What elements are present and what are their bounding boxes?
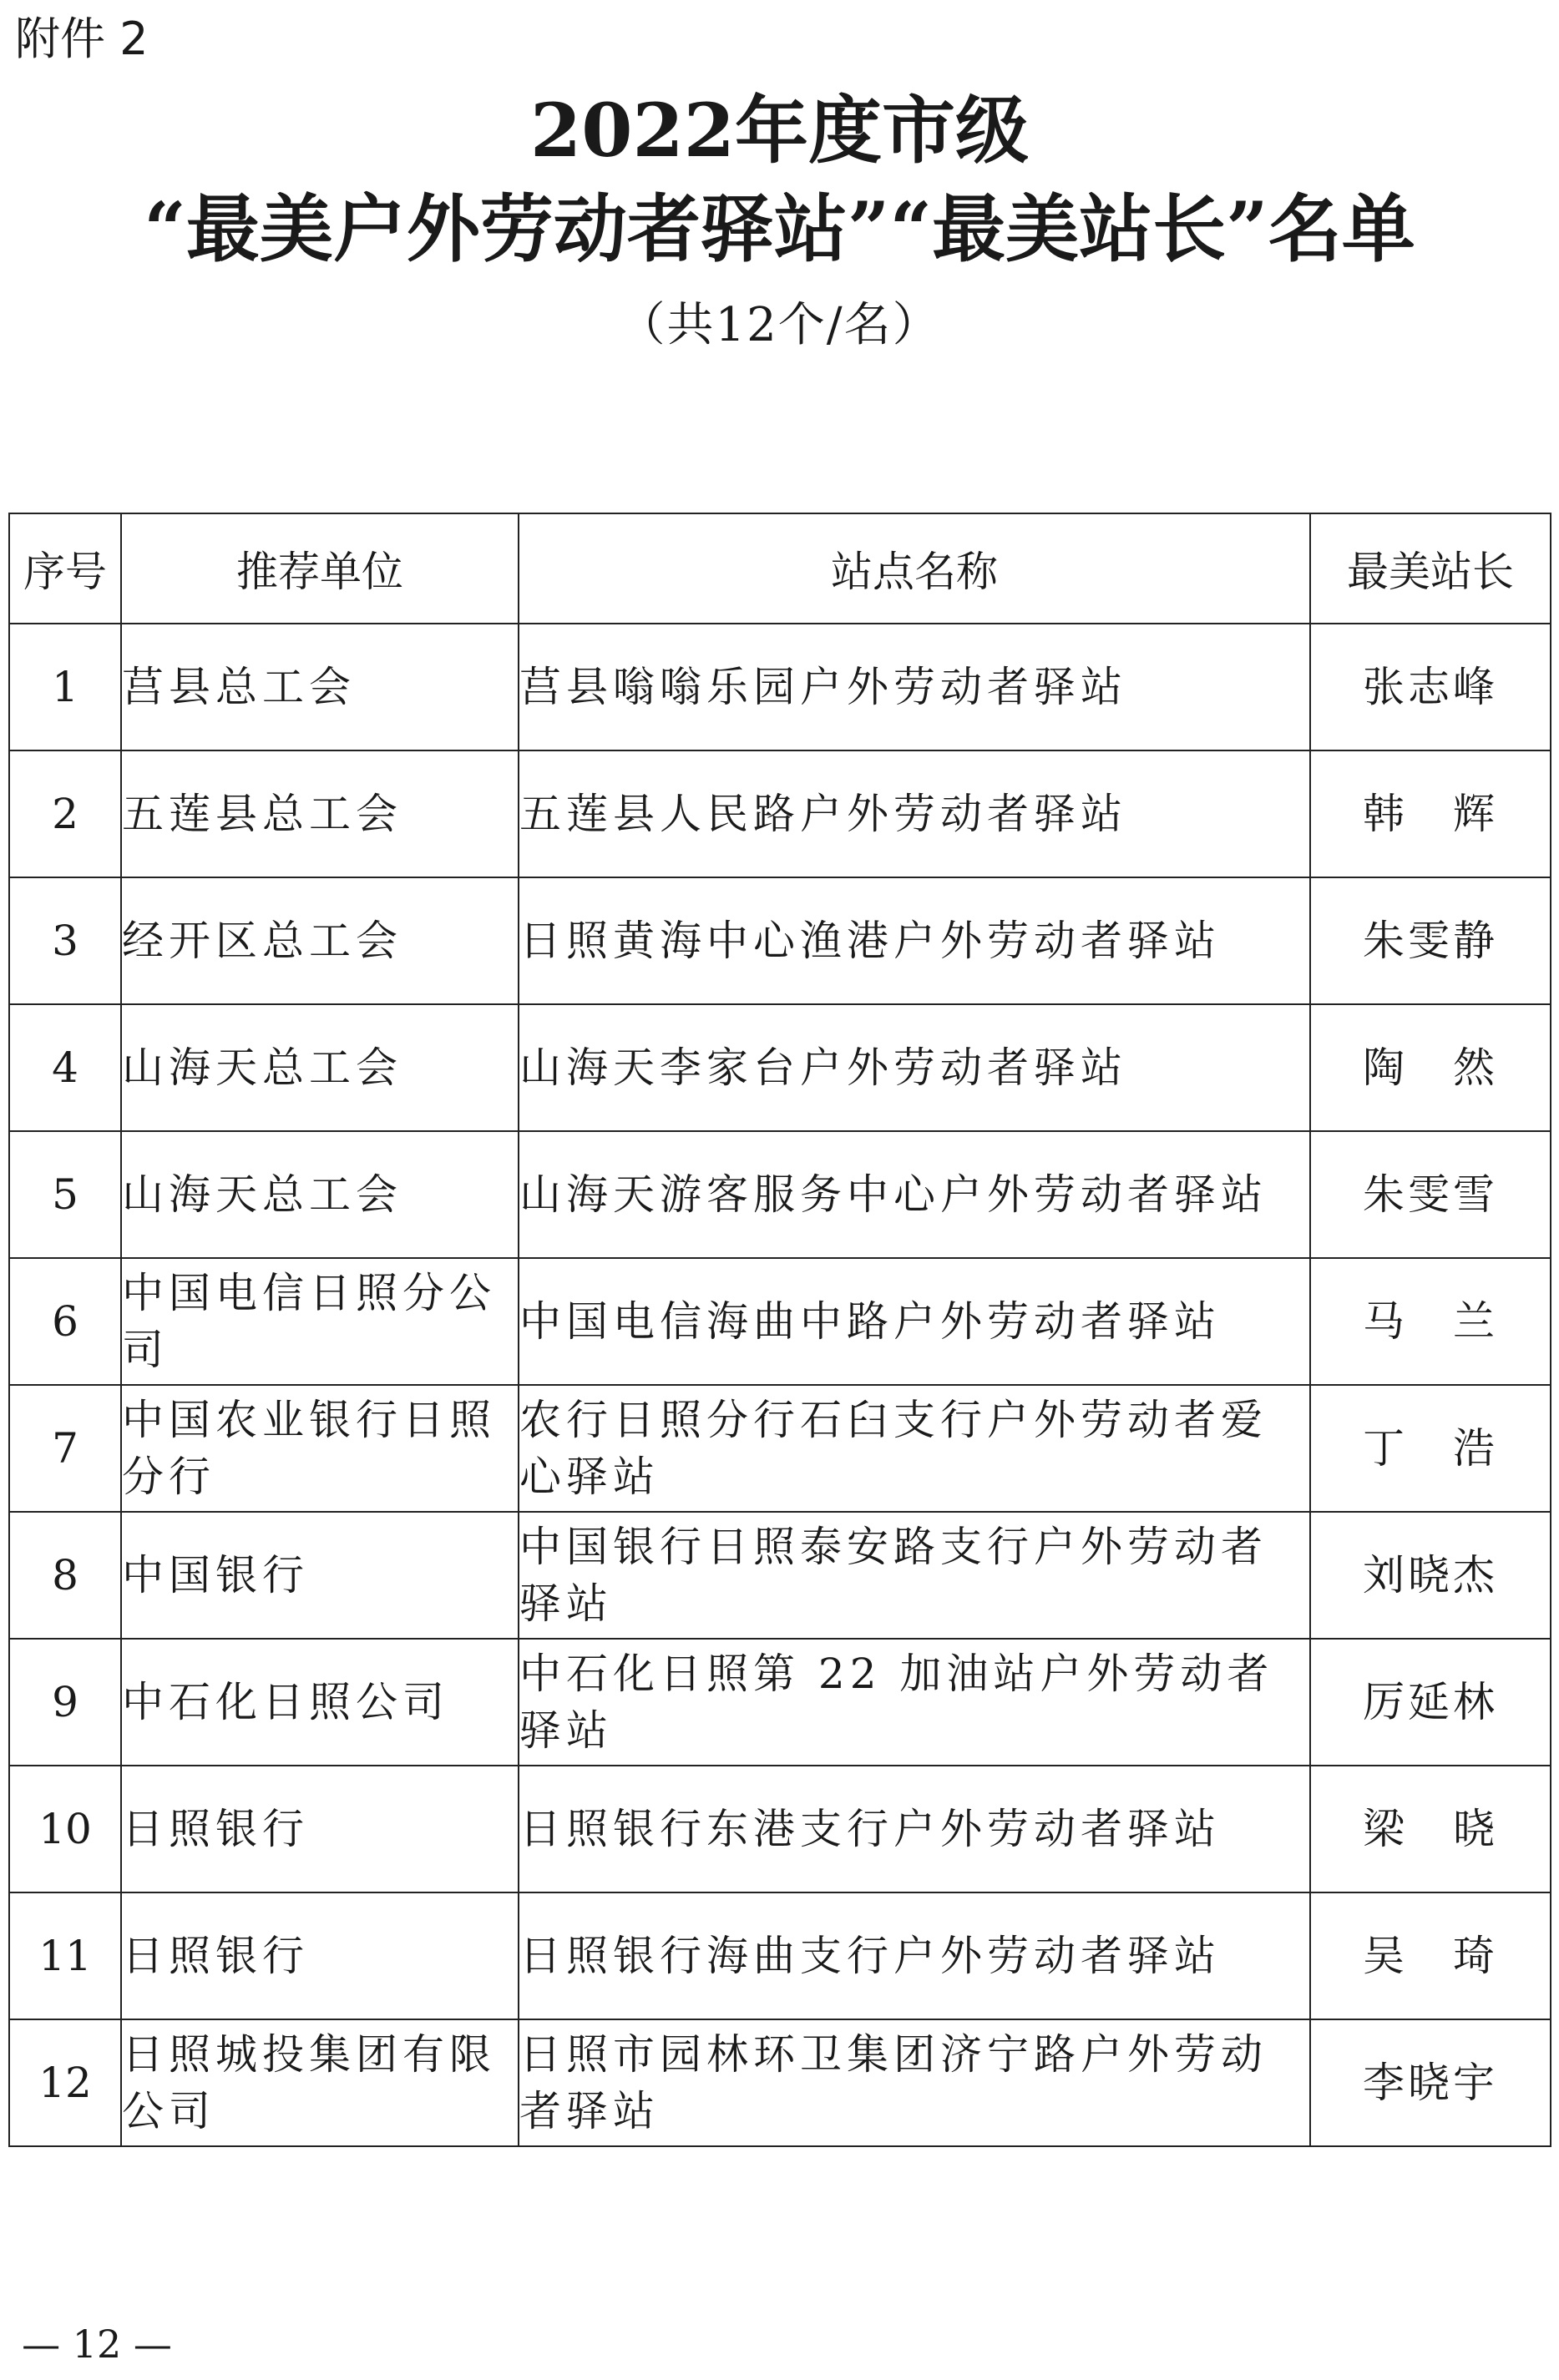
title-line-1: 2022年度市级 <box>530 87 1029 174</box>
cell-recommending-unit: 山海天总工会 <box>121 1131 519 1258</box>
header-serial-number: 序号 <box>9 513 121 624</box>
title-line-2: “最美户外劳动者驿站”“最美站长”名单 <box>144 185 1415 272</box>
header-station-head: 最美站长 <box>1310 513 1551 624</box>
cell-station-head: 梁 晓 <box>1310 1766 1551 1892</box>
cell-recommending-unit: 经开区总工会 <box>121 877 519 1004</box>
cell-serial-number: 6 <box>9 1258 121 1385</box>
table-row <box>9 1892 1551 2019</box>
table-row <box>9 2019 1551 2146</box>
table-header-row <box>9 513 1551 624</box>
table-row <box>9 1639 1551 1766</box>
page-number: — 12 — <box>22 2322 172 2367</box>
award-list-table <box>8 513 1551 2147</box>
cell-station-name: 莒县嗡嗡乐园户外劳动者驿站 <box>519 624 1310 750</box>
cell-serial-number: 7 <box>9 1385 121 1512</box>
cell-station-name: 中石化日照第 22 加油站户外劳动者驿站 <box>519 1639 1310 1766</box>
cell-serial-number: 11 <box>9 1892 121 2019</box>
cell-serial-number: 9 <box>9 1639 121 1766</box>
cell-serial-number: 2 <box>9 750 121 877</box>
cell-station-name: 山海天游客服务中心户外劳动者驿站 <box>519 1131 1310 1258</box>
cell-serial-number: 5 <box>9 1131 121 1258</box>
table-row <box>9 1131 1551 1258</box>
cell-recommending-unit: 山海天总工会 <box>121 1004 519 1131</box>
header-recommending-unit: 推荐单位 <box>121 513 519 624</box>
cell-serial-number: 3 <box>9 877 121 1004</box>
table-row <box>9 624 1551 750</box>
table-row <box>9 1385 1551 1512</box>
table-body <box>9 624 1551 2146</box>
cell-station-name: 日照银行东港支行户外劳动者驿站 <box>519 1766 1310 1892</box>
cell-station-head: 韩 辉 <box>1310 750 1551 877</box>
cell-station-name: 中国电信海曲中路户外劳动者驿站 <box>519 1258 1310 1385</box>
cell-station-name: 日照银行海曲支行户外劳动者驿站 <box>519 1892 1310 2019</box>
cell-recommending-unit: 中国银行 <box>121 1512 519 1639</box>
table-row <box>9 1512 1551 1639</box>
cell-station-head: 吴 琦 <box>1310 1892 1551 2019</box>
cell-station-name: 五莲县人民路户外劳动者驿站 <box>519 750 1310 877</box>
cell-recommending-unit: 中国农业银行日照分行 <box>121 1385 519 1512</box>
cell-recommending-unit: 日照银行 <box>121 1766 519 1892</box>
table-row <box>9 1004 1551 1131</box>
cell-recommending-unit: 中国电信日照分公司 <box>121 1258 519 1385</box>
cell-station-head: 朱雯雪 <box>1310 1131 1551 1258</box>
cell-serial-number: 12 <box>9 2019 121 2146</box>
table-row <box>9 750 1551 877</box>
cell-station-head: 厉延林 <box>1310 1639 1551 1766</box>
cell-station-name: 山海天李家台户外劳动者驿站 <box>519 1004 1310 1131</box>
cell-serial-number: 8 <box>9 1512 121 1639</box>
cell-recommending-unit: 日照银行 <box>121 1892 519 2019</box>
cell-station-head: 朱雯静 <box>1310 877 1551 1004</box>
cell-station-head: 刘晓杰 <box>1310 1512 1551 1639</box>
cell-station-head: 陶 然 <box>1310 1004 1551 1131</box>
cell-station-name: 中国银行日照泰安路支行户外劳动者驿站 <box>519 1512 1310 1639</box>
cell-serial-number: 1 <box>9 624 121 750</box>
header-station-name: 站点名称 <box>519 513 1310 624</box>
table-row <box>9 877 1551 1004</box>
table-row <box>9 1258 1551 1385</box>
cell-serial-number: 4 <box>9 1004 121 1131</box>
table-row <box>9 1766 1551 1892</box>
attachment-label: 附件 2 <box>15 13 149 65</box>
cell-station-name: 农行日照分行石臼支行户外劳动者爱心驿站 <box>519 1385 1310 1512</box>
cell-recommending-unit: 日照城投集团有限公司 <box>121 2019 519 2146</box>
cell-recommending-unit: 五莲县总工会 <box>121 750 519 877</box>
cell-serial-number: 10 <box>9 1766 121 1892</box>
cell-recommending-unit: 莒县总工会 <box>121 624 519 750</box>
cell-station-head: 李晓宇 <box>1310 2019 1551 2146</box>
subtitle: （共12个/名） <box>618 298 941 352</box>
cell-station-head: 马 兰 <box>1310 1258 1551 1385</box>
cell-station-head: 张志峰 <box>1310 624 1551 750</box>
cell-station-name: 日照黄海中心渔港户外劳动者驿站 <box>519 877 1310 1004</box>
cell-recommending-unit: 中石化日照公司 <box>121 1639 519 1766</box>
cell-station-name: 日照市园林环卫集团济宁路户外劳动者驿站 <box>519 2019 1310 2146</box>
cell-station-head: 丁 浩 <box>1310 1385 1551 1512</box>
